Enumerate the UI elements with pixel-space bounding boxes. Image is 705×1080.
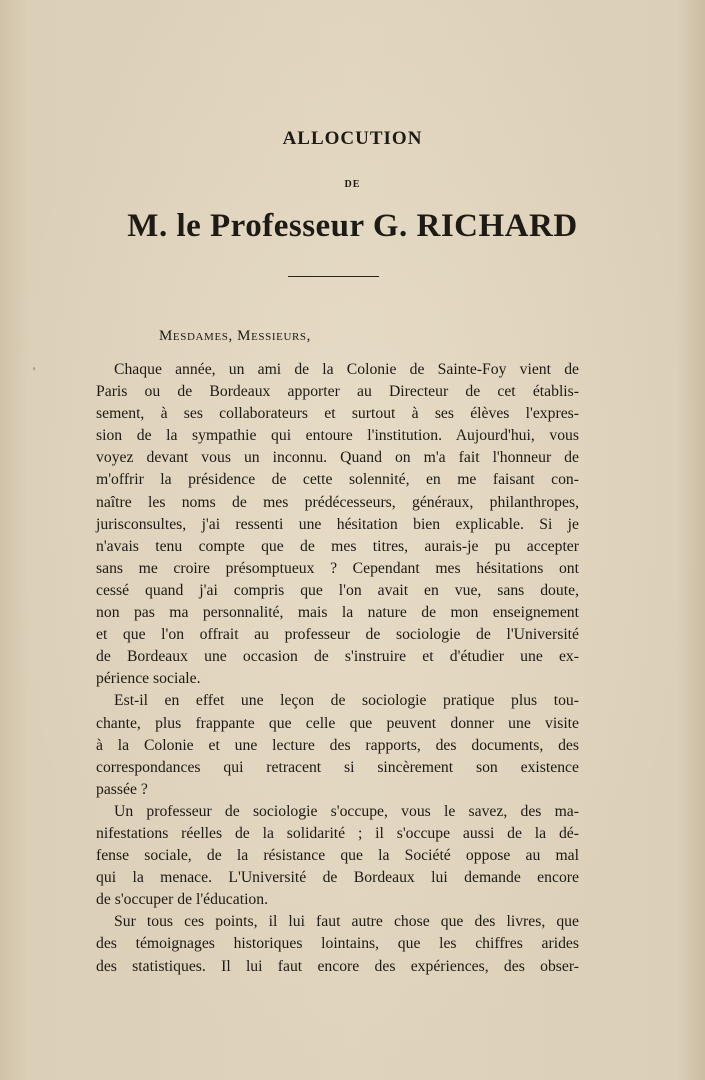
body-line: nifestations réelles de la solidarité ; il s'occupe aussi de la dé- [96, 824, 579, 842]
body-line: n'avais tenu compte que de mes titres, aurais-je pu accepter [96, 537, 579, 555]
body-line: voyez devant vous un inconnu. Quand on m'a fait l'honneur de [96, 449, 579, 467]
body-line: et que l'on offrait au professeur de sociologie de l'Université [96, 626, 579, 644]
body-line: passée ? [96, 780, 148, 798]
body-text [96, 359, 579, 978]
heading-speaker-name: M. le Professeur G. RICHARD [127, 208, 578, 244]
body-line: Chaque année, un ami de la Colonie de Sainte-Foy vient de [114, 361, 579, 378]
body-line: sans me croire présomptueux ? Cependant mes hésitations ont [96, 559, 579, 577]
body-line: de s'occuper de l'éducation. [96, 891, 269, 909]
body-line: Sur tous ces points, il lui faut autre chose que des livres, que [114, 913, 579, 931]
body-line: m'offrir la présidence de cette solennité, en me faisant con- [96, 471, 579, 489]
body-line: correspondances qui retracent si sincèrement son existence [96, 758, 579, 776]
body-line: Est-il en effet une leçon de sociologie pratique plus tou- [114, 692, 579, 710]
body-line: cessé quand j'ai compris que l'on avait en vue, sans doute, [96, 581, 579, 599]
body-line: de Bordeaux une occasion de s'instruire et d'étudier une ex- [96, 648, 579, 666]
body-line: naître les noms de mes prédécesseurs, généraux, philanthropes, [96, 493, 579, 511]
heading-de: DE [344, 179, 361, 190]
body-line: Paris ou de Bordeaux apporter au Directeur de cet établis- [96, 383, 579, 401]
title-divider [288, 276, 379, 277]
body-line: des statistiques. Il lui faut encore des expériences, des obser- [96, 957, 579, 975]
body-line: qui la menace. L'Université de Bordeaux lui demande encore [96, 869, 579, 887]
body-line: périence sociale. [96, 670, 201, 688]
body-line: sion de la sympathie qui entoure l'institution. Aujourd'hui, vous [96, 427, 579, 445]
body-line: fense sociale, de la résistance que la Société oppose au mal [96, 847, 579, 865]
body-line: Un professeur de sociologie s'occupe, vous le savez, des ma- [114, 802, 579, 820]
body-line: non pas ma personnalité, mais la nature de mon enseignement [96, 604, 579, 622]
body-line: sement, à ses collaborateurs et surtout à ses élèves l'expres- [96, 405, 579, 423]
salutation: Mesdames, Messieurs, [159, 328, 312, 344]
heading-allocution: ALLOCUTION [282, 128, 423, 149]
body-line: jurisconsultes, j'ai ressenti une hésitation bien explicable. Si je [96, 515, 579, 533]
margin-mark: ' [33, 364, 36, 378]
body-line: des témoignages historiques lointains, que les chiffres arides [96, 935, 579, 953]
body-line: à la Colonie et une lecture des rapports, des documents, des [96, 736, 579, 754]
body-line: chante, plus frappante que celle que peuvent donner une visite [96, 714, 579, 732]
